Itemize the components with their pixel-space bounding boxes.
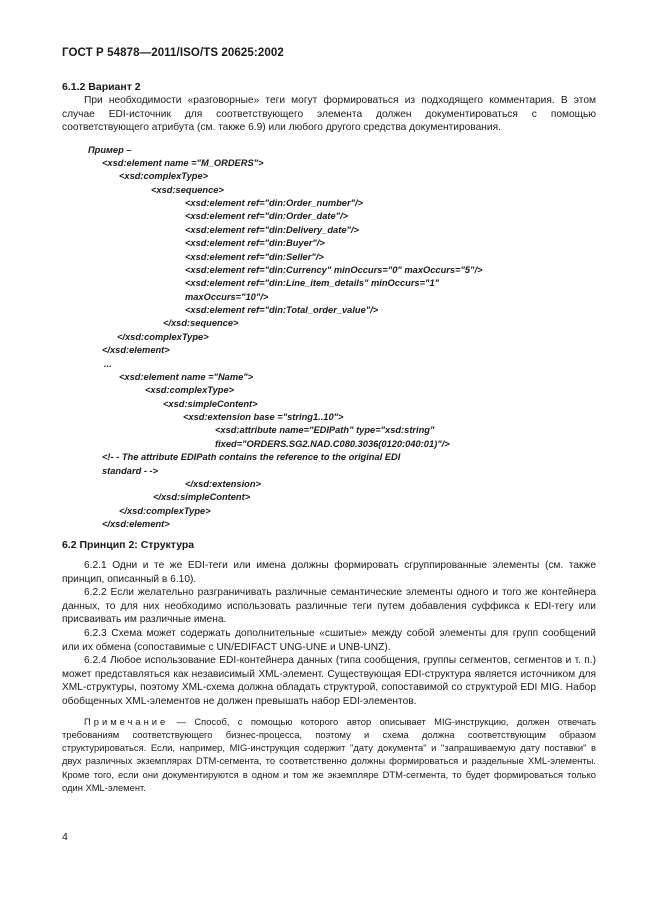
code-line: <xsd:element ref="din:Line_item_details" minOccurs="1" [185, 278, 440, 288]
code-line: </xsd:element> [102, 519, 170, 529]
code-line: </xsd:simpleContent> [153, 492, 251, 502]
xml-example [62, 144, 596, 534]
page-number: 4 [62, 831, 68, 843]
code-line: <xsd:element name ="M_ORDERS"> [102, 158, 264, 168]
code-line: <xsd:element ref="din:Total_order_value"/> [185, 305, 379, 315]
section-6-1-2-title: 6.1.2 Вариант 2 [62, 81, 141, 93]
section-6-1-2 [62, 80, 596, 135]
section-6-2-title: 6.2 Принцип 2: Структура [62, 539, 195, 551]
code-line: <xsd:complexType> [119, 171, 209, 181]
code-line: </xsd:complexType> [117, 332, 209, 342]
note-label: Примечание [84, 715, 169, 727]
code-line: </xsd:complexType> [119, 506, 211, 516]
paragraph-6-2-2: 6.2.2 Если желательно разграничивать различные семантические элементы одного и того же контейнера данных, то для них необходимо использовать различные теги путем добавления суффикса к EDI-тегу или присваивать им различные имена. [62, 587, 596, 626]
code-line: <xsd:element ref="din:Seller"/> [185, 252, 324, 262]
code-line: <xsd:element ref="din:Order_number"/> [185, 198, 364, 208]
code-line: <xsd:sequence> [151, 185, 224, 195]
code-line: <xsd:complexType> [145, 385, 235, 395]
note-text: — Способ, с помощью которого автор описывает MIG-инструкцию, должен отвечать требованиям соответствующего бизнес-процесса, поэтому и схема должна соответствующим образом структурироваться. Если, например, MIG-инструкция содержит "дату документа" и "запрашиваемую дату поставки" в двух различных экземплярах DTM-сегмента, то соответственно должны формироваться и раздельные XML-элементы. Кроме того, если они документируются в одном и том же экземпляре DTM-сегмента, то будет формироваться только один XML-элемент. [62, 715, 597, 794]
paragraph-6-2-3: 6.2.3 Схема может содержать дополнительные «сшитые» между собой элементы для групп сообщений или их обмена (сопоставимые с UN/EDIFACT UNG-UNE и UNB-UNZ). [62, 627, 596, 653]
code-line: maxOccurs="10"/> [185, 292, 269, 302]
note [62, 715, 596, 795]
code-line: ... [104, 359, 112, 369]
code-line: </xsd:element> [102, 345, 170, 355]
code-line: <xsd:element ref="din:Currency" minOccurs="0" maxOccurs="5"/> [185, 265, 483, 275]
example-label: Пример – [88, 145, 132, 155]
code-line: </xsd:extension> [185, 479, 261, 489]
code-line: <xsd:element name ="Name"> [119, 372, 254, 382]
paragraph-6-2-4: 6.2.4 Любое использование EDI-контейнера данных (типа сообщения, группы сегментов, сегментов и т. п.) может представляться как независимый XML-элемент. Существующая EDI-структура является источником для XML-структуры, поэтому XML-схема должна обладать структурой, сопоставимой со структурой EDI MIG. Набор обобщенных XML-элементов не должен превышать набор EDI-элементов. [62, 655, 596, 707]
code-line: <xsd:element ref="din:Delivery_date"/> [185, 225, 359, 235]
code-line: <!- - The attribute EDIPath contains the reference to the original EDI [102, 452, 401, 462]
code-line: <xsd:attribute name="EDIPath" type="xsd:string" [215, 425, 435, 435]
document-header: ГОСТ Р 54878—2011/ISO/TS 20625:2002 [62, 47, 284, 59]
code-line: fixed="ORDERS.SG2.NAD.C080.3036(0120:040:01)"/> [215, 439, 450, 449]
code-line: <xsd:element ref="din:Order_date"/> [185, 211, 349, 221]
section-6-1-2-paragraph: При необходимости «разговорные» теги могут формироваться из подходящего комментария. В этом случае EDI-источник для соответствующего элемента должен документироваться с помощью соответствующего атрибута (см. также 6.9) или любого другого средства документирования. [62, 95, 596, 134]
code-line: standard - -> [102, 466, 159, 476]
paragraph-6-2-1: 6.2.1 Одни и те же EDI-теги или имена должны формировать сгруппированные элементы (см. также принцип, описанный в 6.10). [62, 560, 596, 585]
code-line: <xsd:simpleContent> [163, 399, 258, 409]
code-line: </xsd:sequence> [163, 318, 239, 328]
code-line: <xsd:extension base ="string1..10"> [183, 412, 344, 422]
code-line: <xsd:element ref="din:Buyer"/> [185, 238, 325, 248]
section-6-2 [62, 538, 596, 794]
